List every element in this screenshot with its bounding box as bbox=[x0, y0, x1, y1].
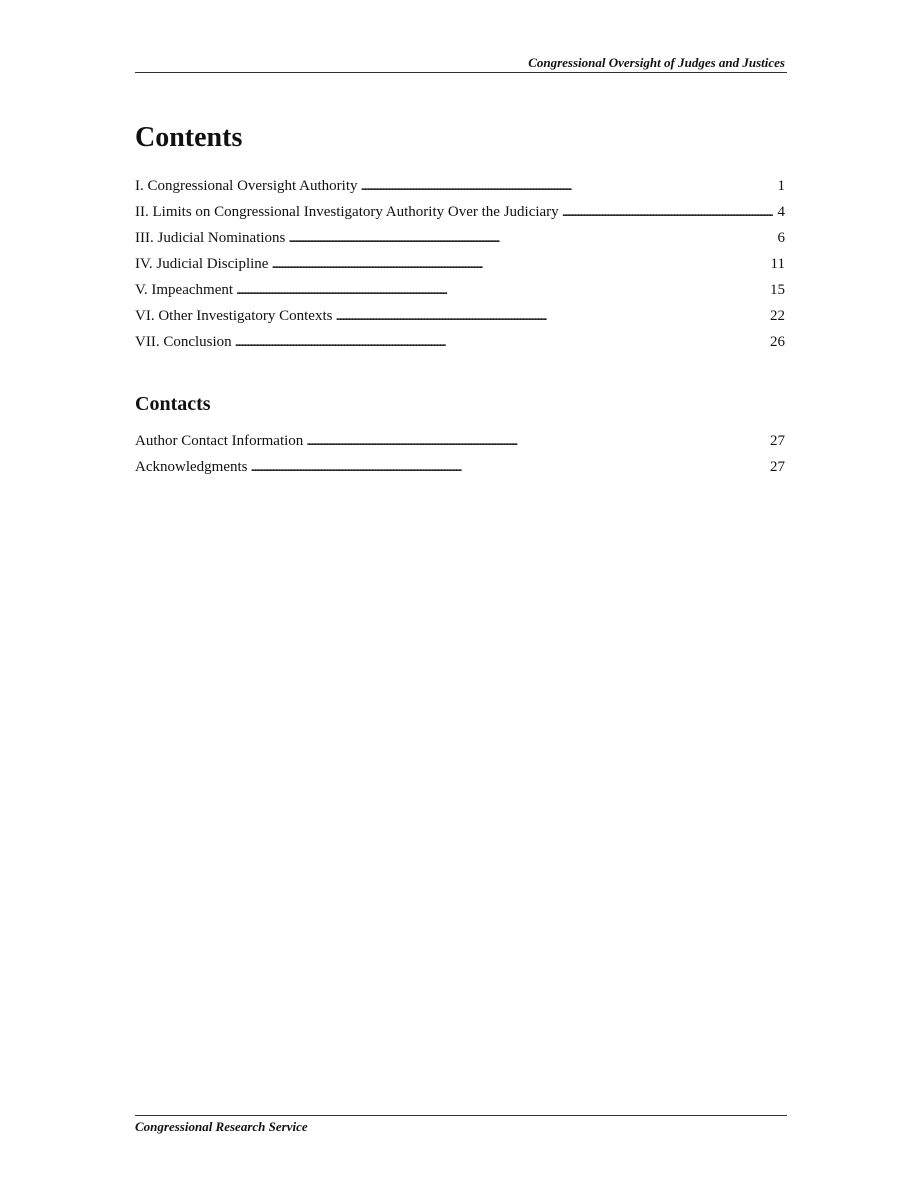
footer-rule bbox=[135, 1115, 787, 1116]
toc-entry-label: VII. Conclusion bbox=[135, 334, 232, 350]
toc-entry-label: II. Limits on Congressional Investigatory Authority Over the Judiciary bbox=[135, 204, 559, 220]
toc-entry-label: I. Congressional Oversight Authority bbox=[135, 178, 358, 194]
toc-entry-page: 27 bbox=[770, 459, 785, 475]
toc-entry[interactable] bbox=[135, 255, 785, 281]
toc-entry[interactable] bbox=[135, 333, 785, 359]
dot-leader bbox=[235, 333, 768, 351]
toc-entry-label: Acknowledgments bbox=[135, 459, 248, 475]
toc-entry[interactable] bbox=[135, 177, 785, 203]
toc-entry-label: III. Judicial Nominations bbox=[135, 230, 286, 246]
toc-entry-label: VI. Other Investigatory Contexts bbox=[135, 308, 333, 324]
toc-entry-page: 27 bbox=[770, 433, 785, 449]
dot-leader bbox=[562, 203, 776, 221]
dot-leader bbox=[288, 229, 775, 247]
header-rule bbox=[135, 72, 787, 73]
toc-entry[interactable] bbox=[135, 307, 785, 333]
dot-leader bbox=[335, 307, 768, 325]
toc-entry-page: 22 bbox=[770, 308, 785, 324]
toc-entry[interactable] bbox=[135, 458, 785, 484]
toc-entry-page: 6 bbox=[777, 230, 785, 246]
contacts-list bbox=[135, 432, 785, 484]
dot-leader bbox=[306, 432, 768, 450]
dot-leader bbox=[236, 281, 768, 299]
toc-entry-label: IV. Judicial Discipline bbox=[135, 256, 269, 272]
toc-entry[interactable] bbox=[135, 432, 785, 458]
contents-heading: Contents bbox=[135, 122, 243, 153]
dot-leader bbox=[360, 177, 775, 195]
running-header: Congressional Oversight of Judges and Justices bbox=[528, 55, 785, 70]
toc-entry[interactable] bbox=[135, 281, 785, 307]
toc-entry-page: 15 bbox=[770, 282, 785, 298]
toc-entry-page: 1 bbox=[777, 178, 785, 194]
toc-entry-page: 26 bbox=[770, 334, 785, 350]
dot-leader bbox=[250, 458, 768, 476]
dot-leader bbox=[271, 255, 768, 273]
footer-text: Congressional Research Service bbox=[135, 1119, 308, 1134]
toc-entry-page: 4 bbox=[777, 204, 785, 220]
toc-entry[interactable] bbox=[135, 203, 785, 229]
toc-entry-label: V. Impeachment bbox=[135, 282, 234, 298]
toc-entry[interactable] bbox=[135, 229, 785, 255]
contacts-heading: Contacts bbox=[135, 393, 211, 415]
contents-list bbox=[135, 177, 785, 359]
toc-entry-page: 11 bbox=[770, 256, 785, 272]
toc-entry-label: Author Contact Information bbox=[135, 433, 304, 449]
